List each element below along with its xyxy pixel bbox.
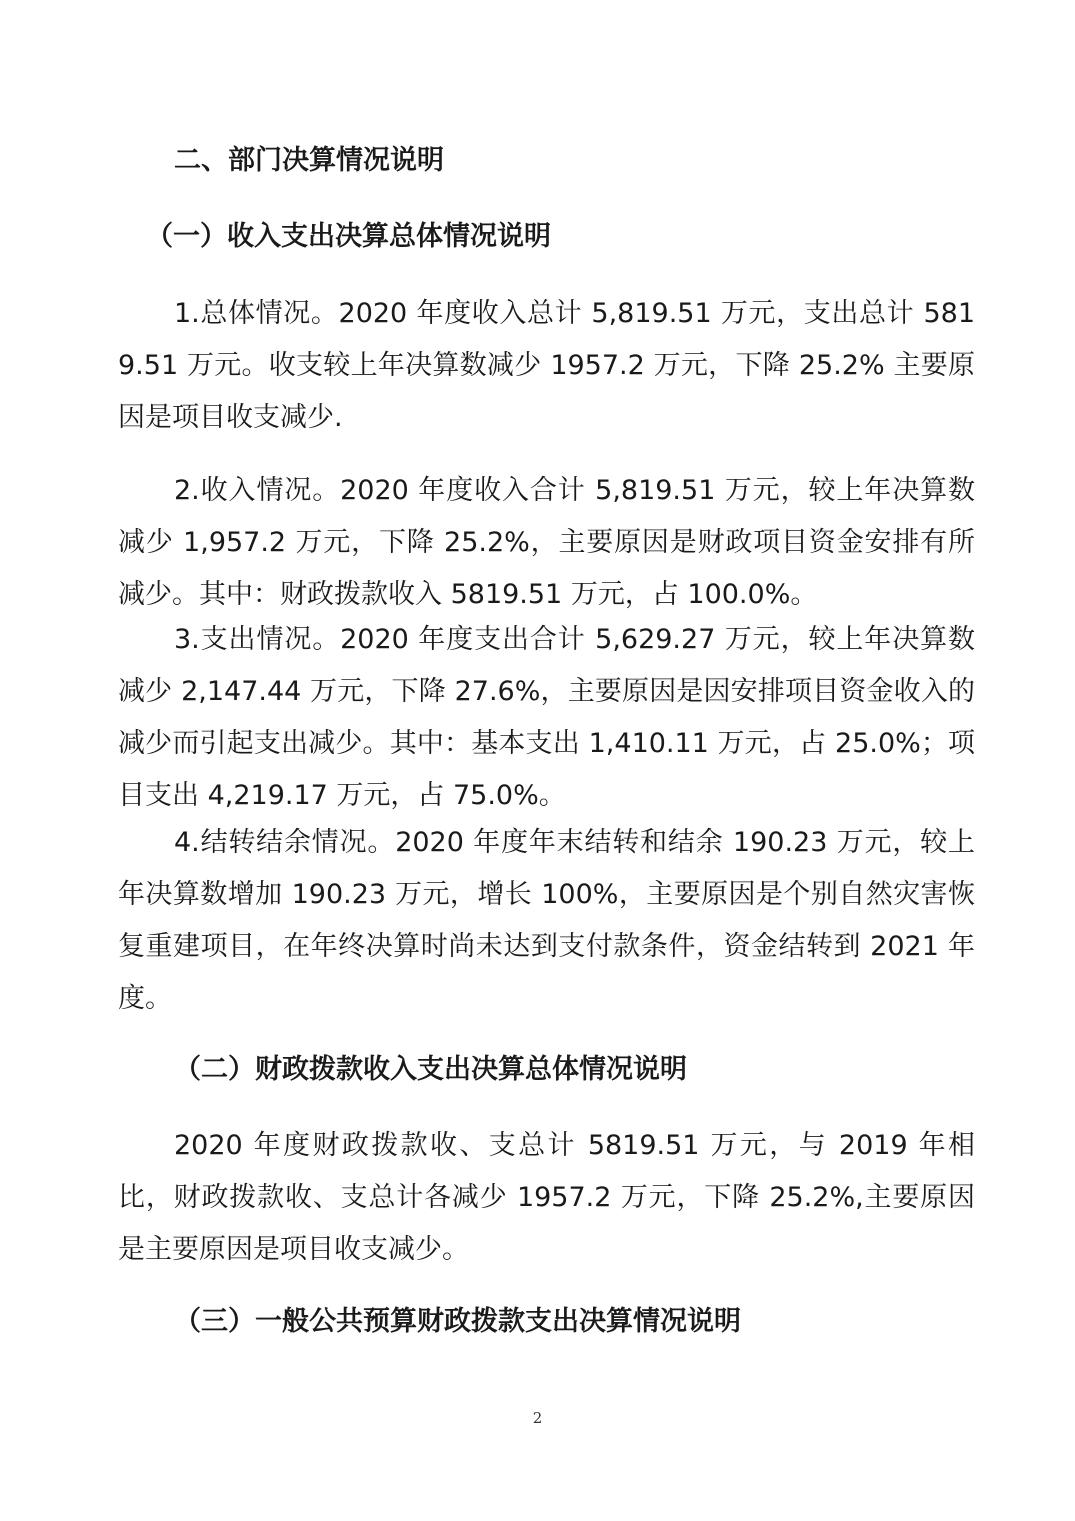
paragraph-overall: 1.总体情况。2020 年度收入总计 5,819.51 万元，支出总计 5819.51 万元。收支较上年决算数减少 1957.2 万元，下降 25.2% 主要原因是项目收支减少. xyxy=(118,298,975,433)
page-number: 2 xyxy=(532,1409,543,1427)
paragraph-expenditure: 3.支出情况。2020 年度支出合计 5,629.27 万元，较上年决算数减少 2,147.44 万元，下降 27.6%，主要原因是因安排项目资金收入的减少而引起支出减少。其中：基本支出 1,410.11 万元，占 25.0%；项目支出 4,219.17 万元，占 75.0%。 xyxy=(118,624,975,811)
paragraph-carryover: 4.结转结余情况。2020 年度年末结转和结余 190.23 万元，较上年决算数增加 190.23 万元，增长 100%，主要原因是个别自然灾害恢复重建项目，在年终决算时尚未达到支付款条件，资金结转到 2021 年度。 xyxy=(118,827,975,1014)
subsection-heading-3: （三）一般公共预算财政拨款支出决算情况说明 xyxy=(174,1306,741,1337)
paragraph-fiscal-appropriation: 2020 年度财政拨款收、支总计 5819.51 万元，与 2019 年相比，财政拨款收、支总计各减少 1957.2 万元，下降 25.2%,主要原因是主要原因是项目收支减少。 xyxy=(118,1130,975,1265)
subsection-heading-1: （一）收入支出决算总体情况说明 xyxy=(146,221,551,252)
section-heading: 二、部门决算情况说明 xyxy=(174,145,444,176)
paragraph-income: 2.收入情况。2020 年度收入合计 5,819.51 万元，较上年决算数减少 1,957.2 万元，下降 25.2%，主要原因是财政项目资金安排有所减少。其中：财政拨款收入 5819.51 万元，占 100.0%。 xyxy=(118,475,975,610)
subsection-heading-2: （二）财政拨款收入支出决算总体情况说明 xyxy=(174,1054,687,1085)
